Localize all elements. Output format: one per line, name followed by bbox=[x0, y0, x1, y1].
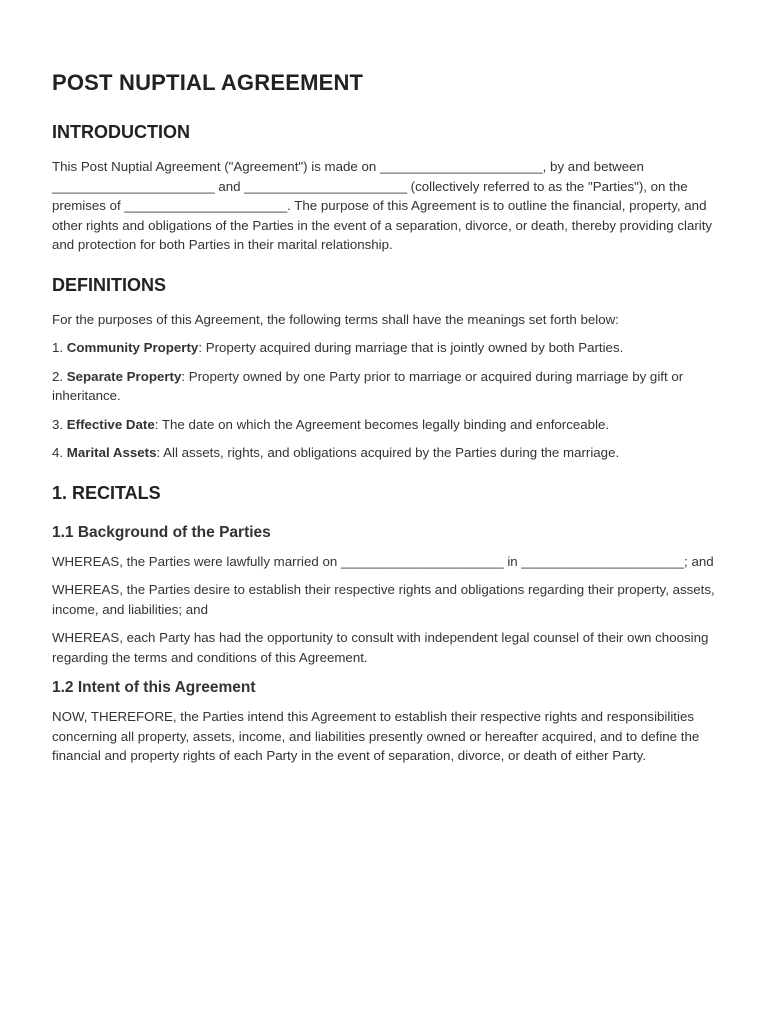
definition-term: Separate Property bbox=[66, 368, 182, 384]
intent-paragraph: NOW, THEREFORE, the Parties intend this Agreement to establish their respective rights and responsibilities concerning all property, assets, income, and liabilities presently owned or hereafter acquired, and to define the financial and property rights of each Party in the event of separation, divorce, or death of either Party. bbox=[52, 709, 700, 763]
definition-item bbox=[52, 367, 718, 406]
recitals-heading: 1. RECITALS bbox=[52, 482, 161, 503]
definition-item bbox=[52, 415, 718, 435]
introduction-section bbox=[52, 122, 718, 255]
introduction-paragraph: This Post Nuptial Agreement ("Agreement") is made on ______________________, by and between ______________________ and ______________________ (collectively referred to as the "Parties"), on the premises of ______________________. The purpose of this Agreement is to outline the financial, property, and other rights and obligations of the Parties in the event of a separation, divorce, or death, thereby providing clarity and protection for both Parties in their marital relationship. bbox=[52, 159, 713, 252]
definition-item bbox=[52, 443, 718, 463]
definition-term: Marital Assets bbox=[66, 445, 157, 460]
definitions-section bbox=[52, 275, 718, 463]
definition-number: 3. bbox=[52, 416, 67, 432]
background-heading: 1.1 Background of the Parties bbox=[52, 523, 271, 541]
document-title: POST NUPTIAL AGREEMENT bbox=[52, 70, 364, 95]
introduction-heading: INTRODUCTION bbox=[52, 122, 190, 142]
definition-term: Community Property bbox=[66, 340, 199, 355]
definition-term: Effective Date bbox=[66, 416, 155, 432]
definition-text: : Property owned by one Party prior to marriage or acquired during marriage by gift or inheritance. bbox=[52, 368, 684, 403]
recital-paragraph: WHEREAS, the Parties desire to establish their respective rights and obligations regarding their property, assets, income, and liabilities; and bbox=[52, 582, 715, 617]
definition-item bbox=[52, 338, 718, 358]
definition-text: : The date on which the Agreement becomes legally binding and enforceable. bbox=[154, 416, 610, 432]
definitions-heading: DEFINITIONS bbox=[52, 274, 167, 295]
recital-paragraph: WHEREAS, each Party has had the opportunity to consult with independent legal counsel of their own choosing regarding the terms and conditions of this Agreement. bbox=[52, 630, 709, 665]
definition-number: 2. bbox=[52, 368, 67, 384]
definition-text: : Property acquired during marriage that is jointly owned by both Parties. bbox=[198, 340, 624, 355]
intent-heading: 1.2 Intent of this Agreement bbox=[52, 679, 256, 696]
recital-paragraph: WHEREAS, the Parties were lawfully married on ______________________ in ______________________; and bbox=[52, 553, 714, 569]
recitals-section bbox=[52, 483, 718, 766]
definitions-lead: For the purposes of this Agreement, the following terms shall have the meanings set forth below: bbox=[52, 311, 619, 327]
definition-number: 4. bbox=[52, 445, 67, 460]
definition-text: : All assets, rights, and obligations acquired by the Parties during the marriage. bbox=[156, 445, 620, 460]
definition-number: 1. bbox=[52, 340, 67, 355]
